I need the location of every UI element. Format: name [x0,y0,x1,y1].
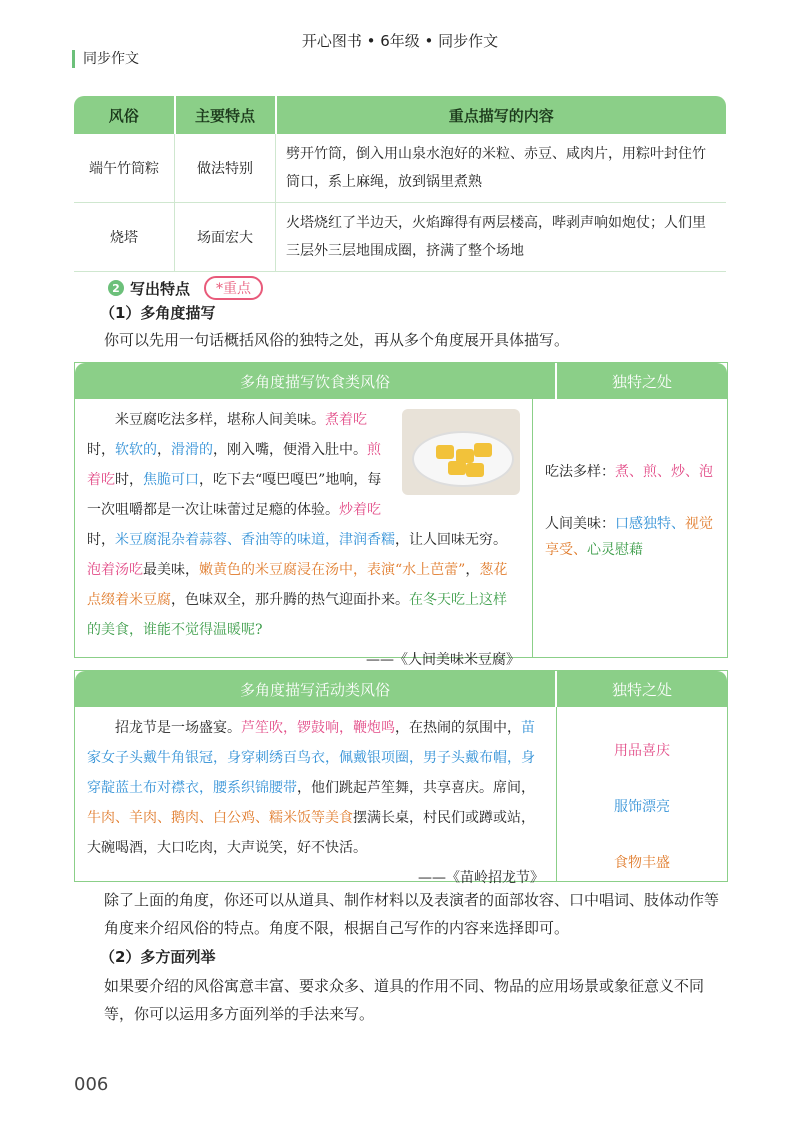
table-cell: 烧塔 [74,203,175,272]
table-cell: 火塔烧红了半边天，火焰蹿得有两层楼高，哔剥声响如炮仗；人们里三层外三层地围成圈，挤满了整个场地 [276,203,727,272]
box-header-right: 独特之处 [555,671,727,707]
table-row [74,203,726,272]
example-text: 招龙节是一场盛宴。芦笙吹，锣鼓响，鞭炮鸣，在热闹的氛围中，苗家女子头戴牛角银冠，身穿刺绣百鸟衣，佩戴银项圈，男子头戴布帽，身穿靛蓝土布对襟衣，腰系织锦腰带，他们跳起芦笙舞，共享喜庆。席间，牛肉、羊肉、鹅肉、白公鸡、糯米饭等美食摆满长桌，村民们或蹲或站，大碗喝酒，大口吃肉，大声说笑，好不快活。 ——《苗岭招龙节》 [75,707,556,881]
unique-points: 吃法多样：煮、煎、炒、泡 人间美味：口感独特、视觉享受、心灵慰藉 [532,399,727,657]
box-header [75,363,727,399]
box-header-left: 多角度描写饮食类风俗 [75,363,555,399]
table-cell: 劈开竹筒，倒入用山泉水泡好的米粒、赤豆、咸肉片，用粽叶封住竹筒口，系上麻绳，放到锅里煮熟 [276,134,727,203]
unique-points: 用品喜庆 服饰漂亮 食物丰盛 [556,707,727,881]
customs-table [74,96,726,272]
box-header [75,671,727,707]
intro-paragraph: 你可以先用一句话概括风俗的独特之处，再从多个角度展开具体描写。 [104,331,570,349]
section-title: 写出特点 [130,279,191,298]
box-header-right: 独特之处 [555,363,727,399]
source-citation: ——《苗岭招龙节》 [418,870,544,886]
page-number: 006 [74,1074,109,1095]
box-header-left: 多角度描写活动类风俗 [75,671,555,707]
angles-paragraph: 除了上面的角度，你还可以从道具、制作材料以及表演者的面部妆容、口中唱词、肢体动作等角度来介绍风俗的特点。角度不限，根据自己写作的内容来选择即可。 [104,891,720,937]
section-number: 2 [108,280,124,296]
section-heading [108,276,263,300]
table-header: 主要特点 [175,96,276,134]
table-cell: 场面宏大 [175,203,276,272]
subheading: （1）多角度描写 [100,304,216,322]
example-text: 米豆腐吃法多样，堪称人间美味。煮着吃时，软软的，滑滑的，刚入嘴，便滑入肚中。煎着吃时，焦脆可口，吃下去“嘎巴嘎巴”地响，每一次咀嚼都是一次让味蕾过足瘾的体验。炒着吃时，米豆腐混杂着蒜蓉、香油等的味道，津润香糯，让人回味无穷。泡着汤吃最美味，嫩黄色的米豆腐浸在汤中，表演“水上芭蕾”，葱花点缀着米豆腐，色味双全，那升腾的热气迎面扑来。在冬天吃上这样的美食，谁能不觉得温暖呢? ——《人间美味米豆腐》 [75,399,532,657]
section-label: 同步作文 [72,50,139,68]
enumeration-paragraph: 如果要介绍的风俗寓意丰富、要求众多、道具的作用不同、物品的应用场景或象征意义不同等，你可以运用多方面列举的手法来写。 [104,977,705,1023]
key-point-badge: *重点 [204,276,263,300]
table-header: 重点描写的内容 [276,96,727,134]
table-header: 风俗 [74,96,175,134]
subheading: （2）多方面列举 [100,948,216,966]
table-row [74,134,726,203]
tofu-dish-image [402,409,520,495]
page-header: 开心图书 • 6年级 • 同步作文 [301,32,499,50]
source-citation: ——《人间美味米豆腐》 [366,652,520,668]
food-custom-box [74,362,728,668]
activity-custom-box [74,670,728,886]
table-header-row [74,96,726,134]
table-cell: 做法特别 [175,134,276,203]
table-cell: 端午竹筒粽 [74,134,175,203]
